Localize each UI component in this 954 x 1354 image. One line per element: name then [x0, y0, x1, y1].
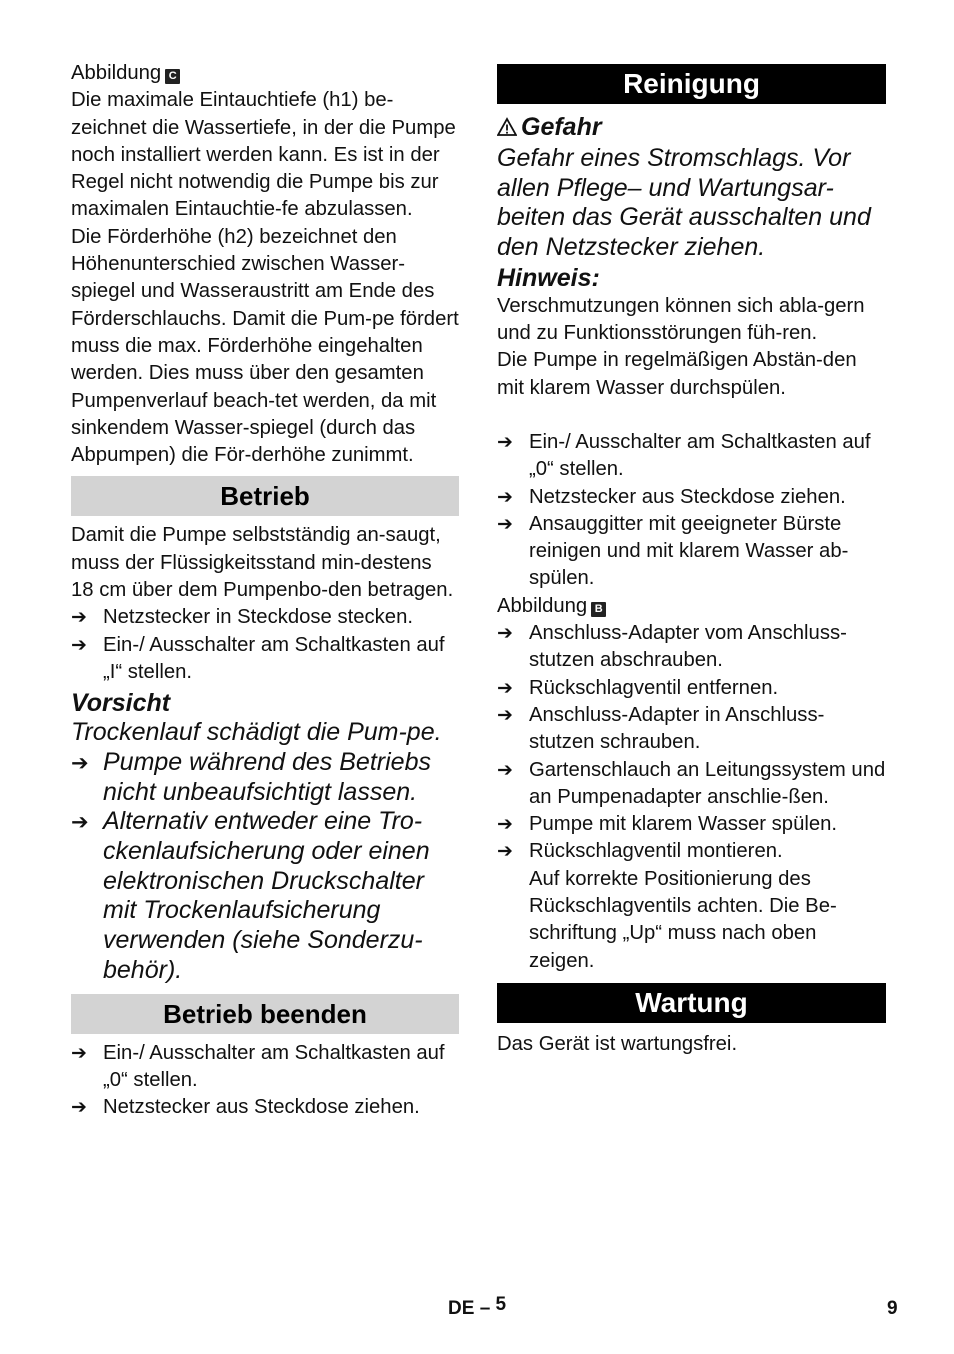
betrieb-beenden-heading: Betrieb beenden [71, 994, 459, 1034]
beenden-step: ➔ Ein-/ Ausschalter am Schaltkasten auf „0“ stellen. [71, 1041, 445, 1091]
vorsicht-heading: Vorsicht [71, 689, 171, 718]
reinigung-step: ➔ Ansauggitter mit geeigneter Bürste reinigen und mit klarem Wasser ab-spülen. [497, 512, 849, 590]
arrow-right-icon: ➔ [71, 1042, 87, 1064]
hinweis-paragraph-1: Verschmutzungen können sich abla-gern und zu Funktionsstörungen füh-ren. [497, 294, 865, 345]
gefahr-text: Gefahr eines Stromschlags. Vor allen Pflege– und Wartungsar-beiten das Gerät ausschalten und den Netzstecker ziehen. [497, 144, 871, 262]
arrow-right-icon: ➔ [497, 486, 513, 508]
left-column [71, 60, 459, 1121]
beenden-steps [71, 1040, 459, 1122]
gefahr-heading: Gefahr [497, 112, 886, 144]
hinweis-paragraph-2: Die Pumpe in regelmäßigen Abstän-den mit klarem Wasser durchspülen. [497, 349, 857, 399]
arrow-right-icon: ➔ [71, 1097, 87, 1119]
betrieb-step: ➔ Netzstecker in Steckdose stecken. [71, 604, 459, 631]
reinigung-heading: Reinigung [497, 64, 886, 104]
reinigung-step: ➔ Rückschlagventil montieren. [497, 838, 886, 865]
arrow-right-icon: ➔ [71, 751, 89, 775]
intro-paragraph-1: Die maximale Eintauchtiefe (h1) be-zeichnet die Wassertiefe, in der die Pumpe noch installiert werden kann. Es ist in der Regel nicht notwendig die Pumpe bis zur maximalen Eintauchtie-fe abzulassen. [71, 89, 456, 221]
arrow-right-icon: ➔ [497, 841, 513, 863]
reinigung-step: ➔ Netzstecker aus Steckdose ziehen. [497, 484, 886, 511]
arrow-right-icon: ➔ [497, 432, 513, 453]
betrieb-heading: Betrieb [71, 476, 459, 516]
betrieb-steps [71, 604, 459, 686]
beenden-step: ➔ Netzstecker aus Steckdose ziehen. [71, 1094, 459, 1121]
figure-b-reference [497, 593, 886, 620]
betrieb-text: Damit die Pumpe selbstständig an-saugt, muss der Flüssigkeitsstand min-destens 18 cm über dem Pumpenbo-den betragen. [71, 524, 454, 602]
arrow-right-icon: ➔ [497, 759, 513, 781]
figure-b-marker-icon: B [591, 602, 606, 617]
arrow-right-icon: ➔ [497, 677, 513, 699]
vorsicht-step: ➔ Alternativ entweder eine Tro-ckenlaufsicherung oder einen elektronischen Druckschalter mit Trockenlaufsicherung verwenden (siehe Sonderzu-behör). [71, 807, 430, 984]
wartung-text: Das Gerät ist wartungsfrei. [497, 1032, 738, 1055]
figure-b-label: Abbildung [497, 594, 588, 617]
warning-triangle-icon [497, 114, 521, 144]
intro-paragraph-2: Die Förderhöhe (h2) bezeichnet den Höhenunterschied zwischen Wasser-spiegel und Wasseraustritt am Ende des Förderschlauchs. Damit die Pum-pe fördert muss die max. Förderhöhe eingehalten werden. Dies muss über den gesamten Pumpenverlauf beach-tet werden, da mit sinkendem Wasser-spiegel (durch das Abpumpen) die För-derhöhe zunimmt. [71, 225, 459, 467]
betrieb-step: ➔ Ein-/ Ausschalter am Schaltkasten auf „I“ stellen. [71, 633, 445, 683]
reinigung-step: ➔ Gartenschlauch an Leitungssystem und an Pumpenadapter anschlie-ßen. [497, 758, 886, 808]
figure-c-reference [71, 60, 459, 87]
footer-language-page: DE – 5 [448, 1294, 507, 1319]
arrow-right-icon: ➔ [497, 814, 513, 836]
arrow-right-icon: ➔ [71, 811, 89, 835]
reinigung-steps-b [497, 620, 886, 866]
figure-c-marker-icon: C [165, 69, 180, 84]
rueckschlagventil-note: Auf korrekte Positionierung des Rückschlagventils achten. Die Be-schriftung „Up“ muss nach oben zeigen. [529, 867, 837, 972]
reinigung-step: ➔ Pumpe mit klarem Wasser spülen. [497, 811, 886, 838]
hinweis-heading: Hinweis: [497, 263, 600, 292]
vorsicht-step: ➔ Pumpe während des Betriebs nicht unbeaufsichtigt lassen. [71, 747, 431, 806]
arrow-right-icon: ➔ [71, 607, 87, 629]
right-column [497, 64, 886, 1058]
reinigung-step: ➔ Rückschlagventil entfernen. [497, 675, 886, 702]
wartung-heading: Wartung [497, 983, 886, 1023]
reinigung-steps-a [497, 429, 886, 593]
reinigung-step: ➔ Anschluss-Adapter in Anschluss-stutzen schrauben. [497, 703, 825, 754]
figure-c-label: Abbildung [71, 62, 162, 84]
arrow-right-icon: ➔ [497, 623, 513, 645]
vorsicht-text: Trockenlauf schädigt die Pum-pe. [71, 718, 442, 747]
reinigung-step: ➔ Anschluss-Adapter vom Anschluss-stutzen abschrauben. [497, 622, 847, 672]
reinigung-step: ➔ Ein-/ Ausschalter am Schaltkasten auf „0“ stellen. [497, 431, 871, 481]
arrow-right-icon: ➔ [497, 513, 513, 535]
footer-page-number: 9 [887, 1298, 898, 1319]
vorsicht-steps [71, 748, 459, 986]
arrow-right-icon: ➔ [497, 704, 513, 726]
arrow-right-icon: ➔ [71, 634, 87, 656]
